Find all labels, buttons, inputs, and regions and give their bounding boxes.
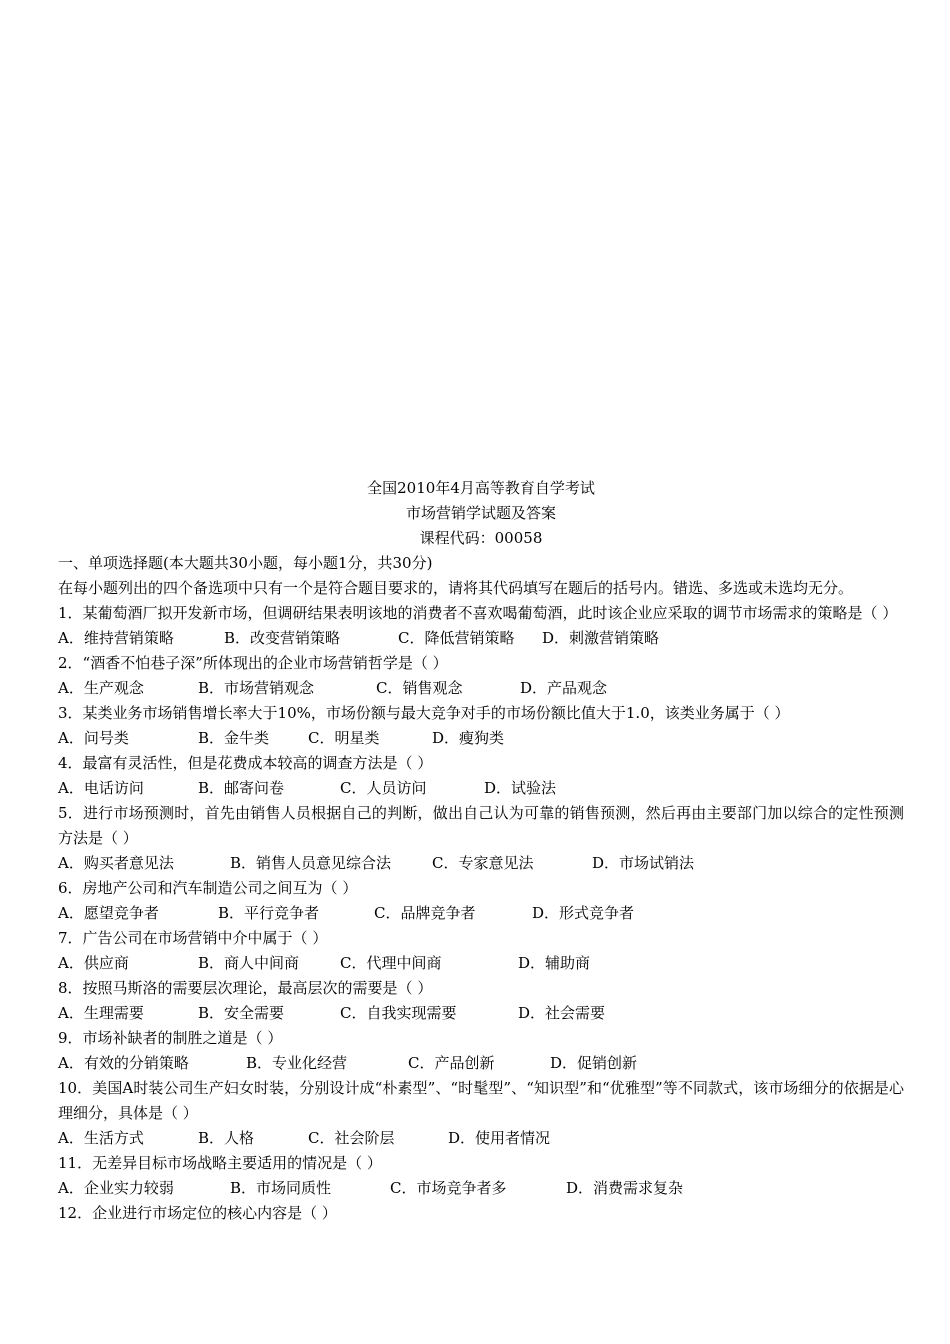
question-stem: 6．房地产公司和汽车制造公司之间互为（ ） — [58, 879, 358, 897]
question-options — [58, 726, 904, 751]
option-c: C．社会阶层 — [308, 1129, 395, 1147]
question-options — [58, 901, 904, 926]
option-b: B．专业化经营 — [246, 1054, 348, 1072]
question-stem: 8．按照马斯洛的需要层次理论，最高层次的需要是（ ） — [58, 979, 433, 997]
option-b: B．改变营销策略 — [224, 629, 341, 647]
option-b: B．销售人员意见综合法 — [230, 854, 392, 872]
question-options — [58, 951, 904, 976]
exam-subtitle: 市场营销学试题及答案 — [405, 504, 556, 522]
option-b: B．市场同质性 — [230, 1179, 332, 1197]
question-stem: 10．美国A时装公司生产妇女时装，分别设计成“朴素型”、“时髦型”、“知识型”和“优雅型”等不同款式，该市场细分的依据是心理细分，具体是（ ） — [58, 1079, 904, 1122]
option-d: D．试验法 — [484, 779, 557, 797]
option-d: D．瘦狗类 — [432, 729, 505, 747]
option-c: C．产品创新 — [408, 1054, 495, 1072]
course-code: 课程代码：00058 — [419, 529, 543, 547]
question-options — [58, 776, 904, 801]
option-a: A．电话访问 — [58, 779, 144, 797]
question-options — [58, 1051, 904, 1076]
option-d: D．社会需要 — [518, 1004, 606, 1022]
question-list — [58, 601, 904, 1226]
option-a: A．生产观念 — [58, 679, 144, 697]
option-d: D．消费需求复杂 — [566, 1179, 684, 1197]
question-stem: 11．无差异目标市场战略主要适用的情况是（ ） — [58, 1154, 382, 1172]
option-d: D．市场试销法 — [592, 854, 695, 872]
option-d: D．促销创新 — [550, 1054, 638, 1072]
option-a: A．有效的分销策略 — [58, 1054, 189, 1072]
question-stem: 9．市场补缺者的制胜之道是（ ） — [58, 1029, 283, 1047]
question-stem: 2．“酒香不怕巷子深”所体现出的企业市场营销哲学是（ ） — [58, 654, 448, 672]
option-b: B．邮寄问卷 — [198, 779, 285, 797]
section-heading: 一、单项选择题(本大题共30小题，每小题1分，共30分) — [58, 554, 433, 572]
option-a: A．问号类 — [58, 729, 129, 747]
question-stem: 12．企业进行市场定位的核心内容是（ ） — [58, 1204, 337, 1222]
option-d: D．形式竞争者 — [532, 904, 635, 922]
option-c: C．降低营销策略 — [398, 629, 515, 647]
option-d: D．产品观念 — [520, 679, 608, 697]
question-options — [58, 676, 904, 701]
option-c: C．代理中间商 — [340, 954, 442, 972]
option-a: A．生活方式 — [58, 1129, 144, 1147]
option-a: A．企业实力较弱 — [58, 1179, 174, 1197]
option-c: C．品牌竞争者 — [374, 904, 476, 922]
exam-title: 全国2010年4月高等教育自学考试 — [367, 479, 595, 497]
question-options — [58, 1176, 904, 1201]
option-c: C．市场竞争者多 — [390, 1179, 507, 1197]
option-a: A．供应商 — [58, 954, 129, 972]
option-b: B．平行竞争者 — [218, 904, 320, 922]
question-options — [58, 1126, 904, 1151]
option-a: A．生理需要 — [58, 1004, 144, 1022]
section-instructions: 在每小题列出的四个备选项中只有一个是符合题目要求的，请将其代码填写在题后的括号内。错选、多选或未选均无分。 — [58, 579, 854, 597]
option-a: A．维持营销策略 — [58, 629, 174, 647]
option-d: D．辅助商 — [518, 954, 591, 972]
question-options — [58, 1001, 904, 1026]
question-stem: 1．某葡萄酒厂拟开发新市场，但调研结果表明该地的消费者不喜欢喝葡萄酒，此时该企业应采取的调节市场需求的策略是（ ） — [58, 604, 898, 622]
question-stem: 5．进行市场预测时，首先由销售人员根据自己的判断，做出自己认为可靠的销售预测，然后再由主要部门加以综合的定性预测方法是（ ） — [58, 804, 904, 847]
question-options — [58, 851, 904, 876]
option-d: D．使用者情况 — [448, 1129, 551, 1147]
question-stem: 4．最富有灵活性，但是花费成本较高的调查方法是（ ） — [58, 754, 433, 772]
option-a: A．愿望竞争者 — [58, 904, 159, 922]
question-options — [58, 626, 904, 651]
option-c: C．专家意见法 — [432, 854, 534, 872]
option-b: B．安全需要 — [198, 1004, 285, 1022]
option-d: D．刺激营销策略 — [542, 629, 660, 647]
option-b: B．市场营销观念 — [198, 679, 315, 697]
exam-page — [58, 476, 904, 1226]
option-a: A．购买者意见法 — [58, 854, 174, 872]
option-b: B．商人中间商 — [198, 954, 300, 972]
option-c: C．自我实现需要 — [340, 1004, 457, 1022]
option-c: C．人员访问 — [340, 779, 427, 797]
question-stem: 3．某类业务市场销售增长率大于10%，市场份额与最大竞争对手的市场份额比值大于1.0，该类业务属于（ ） — [58, 704, 790, 722]
option-c: C．明星类 — [308, 729, 380, 747]
option-c: C．销售观念 — [376, 679, 463, 697]
question-stem: 7．广告公司在市场营销中介中属于（ ） — [58, 929, 328, 947]
option-b: B．人格 — [198, 1129, 255, 1147]
option-b: B．金牛类 — [198, 729, 270, 747]
